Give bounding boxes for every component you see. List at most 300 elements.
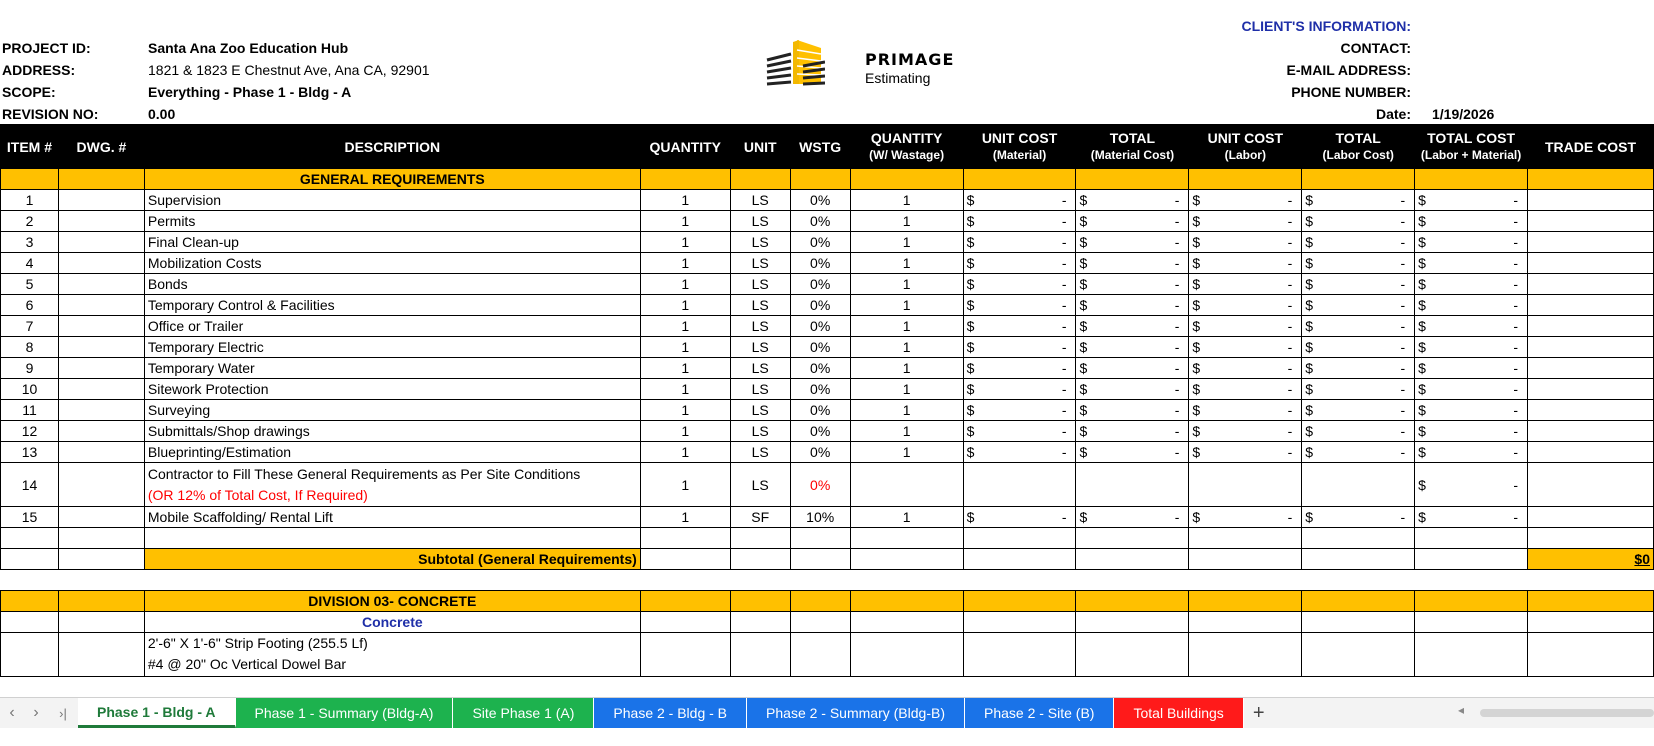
dwg-cell[interactable] [58, 295, 144, 316]
subtotal-general-label[interactable]: Subtotal (General Requirements) [144, 549, 640, 570]
cell[interactable] [730, 612, 790, 633]
money-cell[interactable] [1415, 232, 1528, 253]
wstg-cell[interactable]: 0% [790, 295, 850, 316]
qty-wastage-cell[interactable]: 1 [850, 190, 963, 211]
cell[interactable] [58, 612, 144, 633]
cell[interactable] [1528, 507, 1654, 528]
dwg-cell[interactable] [58, 316, 144, 337]
trade-cost-cell[interactable] [1528, 442, 1654, 463]
description-cell[interactable]: Mobile Scaffolding/ Rental Lift [144, 507, 640, 528]
description-cell[interactable]: Temporary Electric [144, 337, 640, 358]
quantity-cell[interactable]: 1 [640, 442, 730, 463]
trade-cost-cell[interactable] [1528, 316, 1654, 337]
money-cell[interactable] [963, 232, 1076, 253]
wstg-cell[interactable]: 0% [790, 211, 850, 232]
cell[interactable] [1076, 591, 1189, 612]
cell[interactable] [1189, 549, 1302, 570]
col-total-labor[interactable] [1302, 125, 1415, 169]
dwg-cell[interactable] [58, 232, 144, 253]
cell[interactable] [640, 549, 730, 570]
cell[interactable] [640, 528, 730, 549]
money-cell[interactable] [1302, 379, 1415, 400]
unit-cell[interactable]: LS [730, 232, 790, 253]
money-cell[interactable] [1189, 421, 1302, 442]
sheet-tab[interactable]: Phase 2 - Summary (Bldg-B) [747, 698, 965, 728]
qty-wastage-cell[interactable]: 1 [850, 442, 963, 463]
description-cell[interactable]: Supervision [144, 190, 640, 211]
scrollbar-thumb[interactable] [1480, 709, 1654, 717]
cell[interactable] [1189, 591, 1302, 612]
cell[interactable] [58, 633, 144, 677]
item-cell[interactable]: 8 [1, 337, 59, 358]
cell[interactable] [1189, 463, 1302, 507]
money-cell[interactable] [1415, 316, 1528, 337]
quantity-cell[interactable]: 1 [640, 274, 730, 295]
trade-cost-cell[interactable] [1528, 421, 1654, 442]
qty-wastage-cell[interactable]: 1 [850, 507, 963, 528]
trade-cost-cell[interactable] [1528, 295, 1654, 316]
money-cell[interactable] [1189, 400, 1302, 421]
money-cell[interactable] [1189, 211, 1302, 232]
wstg-cell[interactable]: 0% [790, 190, 850, 211]
dwg-cell[interactable] [58, 211, 144, 232]
quantity-cell[interactable]: 1 [640, 295, 730, 316]
wstg-cell[interactable]: 0% [790, 274, 850, 295]
section-general-title[interactable]: GENERAL REQUIREMENTS [144, 169, 640, 190]
qty-wastage-cell[interactable]: 1 [850, 337, 963, 358]
money-cell[interactable] [1076, 507, 1189, 528]
cell[interactable] [58, 528, 144, 549]
sheet-tab[interactable]: Site Phase 1 (A) [453, 698, 594, 728]
cell[interactable] [1189, 633, 1302, 677]
cell[interactable] [730, 633, 790, 677]
cell[interactable] [963, 463, 1076, 507]
wstg-cell[interactable]: 0% [790, 421, 850, 442]
description-cell[interactable] [144, 633, 640, 677]
wstg-cell[interactable]: 0% [790, 232, 850, 253]
cell[interactable] [850, 633, 963, 677]
cell[interactable] [1528, 633, 1654, 677]
cell[interactable] [963, 528, 1076, 549]
cell[interactable] [790, 612, 850, 633]
dwg-cell[interactable] [58, 400, 144, 421]
money-cell[interactable] [1076, 274, 1189, 295]
money-cell[interactable] [1415, 421, 1528, 442]
item-cell[interactable]: 5 [1, 274, 59, 295]
item-cell[interactable]: 2 [1, 211, 59, 232]
col-qty-wastage[interactable] [850, 125, 963, 169]
sheet-tab[interactable]: Phase 2 - Site (B) [965, 698, 1115, 728]
item-cell[interactable]: 3 [1, 232, 59, 253]
col-unit[interactable]: UNIT [730, 125, 790, 169]
money-cell[interactable] [1076, 442, 1189, 463]
col-total-material[interactable] [1076, 125, 1189, 169]
description-cell[interactable]: Temporary Water [144, 358, 640, 379]
cell[interactable] [1, 612, 59, 633]
quantity-cell[interactable]: 1 [640, 337, 730, 358]
cell[interactable] [1528, 528, 1654, 549]
cell[interactable] [144, 528, 640, 549]
money-cell[interactable] [1076, 337, 1189, 358]
cell[interactable] [790, 591, 850, 612]
unit-cell[interactable]: LS [730, 379, 790, 400]
money-cell[interactable] [1415, 379, 1528, 400]
item-cell[interactable]: 9 [1, 358, 59, 379]
quantity-cell[interactable]: 1 [640, 400, 730, 421]
dwg-cell[interactable] [58, 337, 144, 358]
qty-wastage-cell[interactable]: 1 [850, 316, 963, 337]
description-cell[interactable]: Surveying [144, 400, 640, 421]
wstg-cell[interactable]: 10% [790, 507, 850, 528]
cell[interactable] [1302, 169, 1415, 190]
qty-wastage-cell[interactable]: 1 [850, 211, 963, 232]
cell[interactable] [850, 591, 963, 612]
unit-cell[interactable]: LS [730, 316, 790, 337]
trade-cost-cell[interactable] [1528, 253, 1654, 274]
cell[interactable] [1415, 591, 1528, 612]
dwg-cell[interactable] [58, 379, 144, 400]
money-cell[interactable] [1302, 358, 1415, 379]
money-cell[interactable] [1076, 190, 1189, 211]
money-cell[interactable] [1189, 253, 1302, 274]
cell[interactable] [1, 169, 59, 190]
item-cell[interactable]: 6 [1, 295, 59, 316]
cell[interactable] [1302, 633, 1415, 677]
next-sheet-icon[interactable]: › [33, 704, 39, 721]
cell[interactable] [1528, 169, 1654, 190]
money-cell[interactable] [1302, 295, 1415, 316]
quantity-cell[interactable]: 1 [640, 463, 730, 507]
money-cell[interactable] [1302, 337, 1415, 358]
money-cell[interactable] [1302, 421, 1415, 442]
dwg-cell[interactable] [58, 253, 144, 274]
section-division03-title[interactable]: DIVISION 03- CONCRETE [144, 591, 640, 612]
prev-sheet-icon[interactable]: ‹ [9, 704, 15, 721]
trade-cost-cell[interactable] [1528, 337, 1654, 358]
cell[interactable] [790, 633, 850, 677]
money-cell[interactable] [1076, 295, 1189, 316]
money-cell[interactable] [1302, 400, 1415, 421]
unit-cell[interactable]: LS [730, 358, 790, 379]
sheet-tab[interactable]: Phase 1 - Bldg - A [78, 698, 236, 728]
dwg-cell[interactable] [58, 421, 144, 442]
unit-cell[interactable]: LS [730, 211, 790, 232]
cell[interactable] [1528, 463, 1654, 507]
money-cell[interactable] [1415, 507, 1528, 528]
money-cell[interactable] [963, 211, 1076, 232]
wstg-cell[interactable]: 0% [790, 316, 850, 337]
money-cell[interactable] [1076, 253, 1189, 274]
qty-wastage-cell[interactable]: 1 [850, 295, 963, 316]
trade-cost-cell[interactable] [1528, 358, 1654, 379]
wstg-cell[interactable]: 0% [790, 379, 850, 400]
col-description[interactable]: DESCRIPTION [144, 125, 640, 169]
money-cell[interactable] [1415, 358, 1528, 379]
trade-cost-cell[interactable] [1528, 190, 1654, 211]
money-cell[interactable] [1302, 232, 1415, 253]
cell[interactable] [1, 633, 59, 677]
money-cell[interactable] [963, 358, 1076, 379]
money-cell[interactable] [1302, 442, 1415, 463]
sheet-tab[interactable]: Phase 2 - Bldg - B [594, 698, 747, 728]
money-cell[interactable] [1415, 211, 1528, 232]
money-cell[interactable] [1076, 316, 1189, 337]
qty-wastage-cell[interactable]: 1 [850, 232, 963, 253]
total-cost-cell[interactable] [1415, 463, 1528, 507]
dwg-cell[interactable] [58, 507, 144, 528]
col-unit-cost-labor[interactable] [1189, 125, 1302, 169]
unit-cell[interactable]: LS [730, 295, 790, 316]
money-cell[interactable] [963, 400, 1076, 421]
cell[interactable] [790, 528, 850, 549]
qty-wastage-cell[interactable]: 1 [850, 379, 963, 400]
unit-cell[interactable]: LS [730, 421, 790, 442]
money-cell[interactable] [1189, 442, 1302, 463]
col-total-cost[interactable] [1415, 125, 1528, 169]
cell[interactable] [1302, 591, 1415, 612]
cell[interactable] [58, 591, 144, 612]
cell[interactable] [640, 169, 730, 190]
money-cell[interactable] [1302, 211, 1415, 232]
unit-cell[interactable]: LS [730, 442, 790, 463]
money-cell[interactable] [963, 253, 1076, 274]
description-cell[interactable]: Office or Trailer [144, 316, 640, 337]
subsection-concrete-title[interactable]: Concrete [144, 612, 640, 633]
money-cell[interactable] [1189, 316, 1302, 337]
item-cell[interactable]: 7 [1, 316, 59, 337]
cell[interactable] [1415, 528, 1528, 549]
wstg-cell[interactable]: 0% [790, 253, 850, 274]
cell[interactable] [640, 591, 730, 612]
quantity-cell[interactable]: 1 [640, 190, 730, 211]
address-value[interactable]: 1821 & 1823 E Chestnut Ave, Ana CA, 92901 [148, 62, 430, 78]
scroll-left-icon[interactable]: ◂ [1458, 703, 1465, 717]
money-cell[interactable] [1302, 316, 1415, 337]
cell[interactable] [1189, 528, 1302, 549]
item-cell[interactable]: 1 [1, 190, 59, 211]
money-cell[interactable] [1302, 274, 1415, 295]
money-cell[interactable] [963, 295, 1076, 316]
subtotal-general-value[interactable]: $0 [1528, 549, 1654, 570]
money-cell[interactable] [1076, 358, 1189, 379]
dwg-cell[interactable] [58, 463, 144, 507]
cell[interactable] [963, 549, 1076, 570]
money-cell[interactable] [1189, 232, 1302, 253]
unit-cell[interactable]: LS [730, 400, 790, 421]
trade-cost-cell[interactable] [1528, 274, 1654, 295]
money-cell[interactable] [1415, 337, 1528, 358]
money-cell[interactable] [1076, 232, 1189, 253]
item-cell[interactable]: 14 [1, 463, 59, 507]
unit-cell[interactable]: LS [730, 274, 790, 295]
item-cell[interactable]: 11 [1, 400, 59, 421]
cell[interactable] [963, 633, 1076, 677]
item-cell[interactable]: 15 [1, 507, 59, 528]
cell[interactable] [640, 612, 730, 633]
money-cell[interactable] [1076, 379, 1189, 400]
sheet-tab[interactable]: Total Buildings [1114, 698, 1243, 728]
cell[interactable] [1302, 612, 1415, 633]
cell[interactable] [1, 528, 59, 549]
cell[interactable] [963, 169, 1076, 190]
cell[interactable] [963, 591, 1076, 612]
money-cell[interactable] [963, 274, 1076, 295]
trade-cost-cell[interactable] [1528, 400, 1654, 421]
money-cell[interactable] [963, 316, 1076, 337]
qty-wastage-cell[interactable]: 1 [850, 400, 963, 421]
money-cell[interactable] [1189, 507, 1302, 528]
quantity-cell[interactable]: 1 [640, 421, 730, 442]
item-cell[interactable]: 10 [1, 379, 59, 400]
col-wstg[interactable]: WSTG [790, 125, 850, 169]
cell[interactable] [1, 549, 59, 570]
item-cell[interactable]: 13 [1, 442, 59, 463]
trade-cost-cell[interactable] [1528, 379, 1654, 400]
quantity-cell[interactable]: 1 [640, 507, 730, 528]
money-cell[interactable] [1302, 190, 1415, 211]
cell[interactable] [1189, 169, 1302, 190]
col-trade-cost[interactable]: TRADE COST [1528, 125, 1654, 169]
wstg-cell[interactable]: 0% [790, 463, 850, 507]
unit-cell[interactable]: LS [730, 190, 790, 211]
scope-value[interactable]: Everything - Phase 1 - Bldg - A [148, 84, 352, 100]
cell[interactable] [1076, 549, 1189, 570]
money-cell[interactable] [963, 507, 1076, 528]
money-cell[interactable] [963, 337, 1076, 358]
cell[interactable] [850, 528, 963, 549]
item-cell[interactable]: 12 [1, 421, 59, 442]
dwg-cell[interactable] [58, 274, 144, 295]
cell[interactable] [1528, 612, 1654, 633]
qty-wastage-cell[interactable]: 1 [850, 358, 963, 379]
horizontal-scrollbar[interactable] [1458, 703, 1654, 719]
qty-wastage-cell[interactable]: 1 [850, 253, 963, 274]
description-cell[interactable]: Temporary Control & Facilities [144, 295, 640, 316]
unit-cell[interactable]: LS [730, 337, 790, 358]
description-cell[interactable] [144, 463, 640, 507]
cell[interactable] [1076, 169, 1189, 190]
wstg-cell[interactable]: 0% [790, 442, 850, 463]
cell[interactable] [850, 549, 963, 570]
wstg-cell[interactable]: 0% [790, 400, 850, 421]
cell[interactable] [1076, 612, 1189, 633]
description-cell[interactable]: Mobilization Costs [144, 253, 640, 274]
cell[interactable] [1302, 549, 1415, 570]
cell[interactable] [1415, 549, 1528, 570]
unit-cell[interactable]: SF [730, 507, 790, 528]
money-cell[interactable] [1415, 274, 1528, 295]
money-cell[interactable] [1302, 253, 1415, 274]
money-cell[interactable] [1302, 507, 1415, 528]
col-dwg[interactable]: DWG. # [58, 125, 144, 169]
wstg-cell[interactable]: 0% [790, 358, 850, 379]
item-cell[interactable]: 4 [1, 253, 59, 274]
description-cell[interactable]: Submittals/Shop drawings [144, 421, 640, 442]
cell[interactable] [1076, 463, 1189, 507]
quantity-cell[interactable]: 1 [640, 379, 730, 400]
cell[interactable] [1076, 528, 1189, 549]
quantity-cell[interactable]: 1 [640, 232, 730, 253]
date-value[interactable]: 1/19/2026 [1432, 106, 1495, 122]
description-cell[interactable]: Permits [144, 211, 640, 232]
wstg-cell[interactable]: 0% [790, 337, 850, 358]
quantity-cell[interactable]: 1 [640, 316, 730, 337]
qty-wastage-cell[interactable]: 1 [850, 274, 963, 295]
col-item[interactable]: ITEM # [1, 125, 59, 169]
money-cell[interactable] [1415, 400, 1528, 421]
cell[interactable] [1076, 633, 1189, 677]
money-cell[interactable] [1189, 274, 1302, 295]
description-cell[interactable]: Blueprinting/Estimation [144, 442, 640, 463]
cell[interactable] [1189, 612, 1302, 633]
cell[interactable] [58, 169, 144, 190]
project-id-value[interactable]: Santa Ana Zoo Education Hub [148, 40, 349, 56]
cell[interactable] [1302, 528, 1415, 549]
cell[interactable] [1415, 633, 1528, 677]
money-cell[interactable] [1415, 190, 1528, 211]
money-cell[interactable] [1189, 295, 1302, 316]
cell[interactable] [850, 612, 963, 633]
add-sheet-icon[interactable]: + [1252, 701, 1265, 724]
cell[interactable] [730, 549, 790, 570]
money-cell[interactable] [1189, 379, 1302, 400]
col-quantity[interactable]: QUANTITY [640, 125, 730, 169]
cell[interactable] [1415, 169, 1528, 190]
money-cell[interactable] [1189, 358, 1302, 379]
money-cell[interactable] [1076, 400, 1189, 421]
trade-cost-cell[interactable] [1528, 211, 1654, 232]
cell[interactable] [730, 591, 790, 612]
cell[interactable] [850, 463, 963, 507]
cell[interactable] [640, 633, 730, 677]
money-cell[interactable] [1415, 442, 1528, 463]
last-sheet-icon[interactable]: ›| [59, 705, 67, 721]
description-cell[interactable]: Sitework Protection [144, 379, 640, 400]
money-cell[interactable] [1076, 211, 1189, 232]
revision-value[interactable]: 0.00 [148, 106, 176, 122]
cell[interactable] [730, 528, 790, 549]
sheet-tab[interactable]: Phase 1 - Summary (Bldg-A) [236, 698, 454, 728]
cell[interactable] [963, 612, 1076, 633]
money-cell[interactable] [963, 379, 1076, 400]
cell[interactable] [1415, 612, 1528, 633]
money-cell[interactable] [1189, 337, 1302, 358]
description-cell[interactable]: Bonds [144, 274, 640, 295]
dwg-cell[interactable] [58, 358, 144, 379]
trade-cost-cell[interactable] [1528, 232, 1654, 253]
unit-cell[interactable]: LS [730, 463, 790, 507]
money-cell[interactable] [1076, 421, 1189, 442]
money-cell[interactable] [963, 190, 1076, 211]
dwg-cell[interactable] [58, 442, 144, 463]
cell[interactable] [790, 169, 850, 190]
cell[interactable] [730, 169, 790, 190]
money-cell[interactable] [1415, 295, 1528, 316]
money-cell[interactable] [1189, 190, 1302, 211]
cell[interactable] [850, 169, 963, 190]
quantity-cell[interactable]: 1 [640, 358, 730, 379]
col-unit-cost-material[interactable] [963, 125, 1076, 169]
unit-cell[interactable]: LS [730, 253, 790, 274]
quantity-cell[interactable]: 1 [640, 211, 730, 232]
cell[interactable] [1302, 463, 1415, 507]
dwg-cell[interactable] [58, 190, 144, 211]
quantity-cell[interactable]: 1 [640, 253, 730, 274]
money-cell[interactable] [963, 442, 1076, 463]
cell[interactable] [790, 549, 850, 570]
qty-wastage-cell[interactable]: 1 [850, 421, 963, 442]
cell[interactable] [1528, 591, 1654, 612]
